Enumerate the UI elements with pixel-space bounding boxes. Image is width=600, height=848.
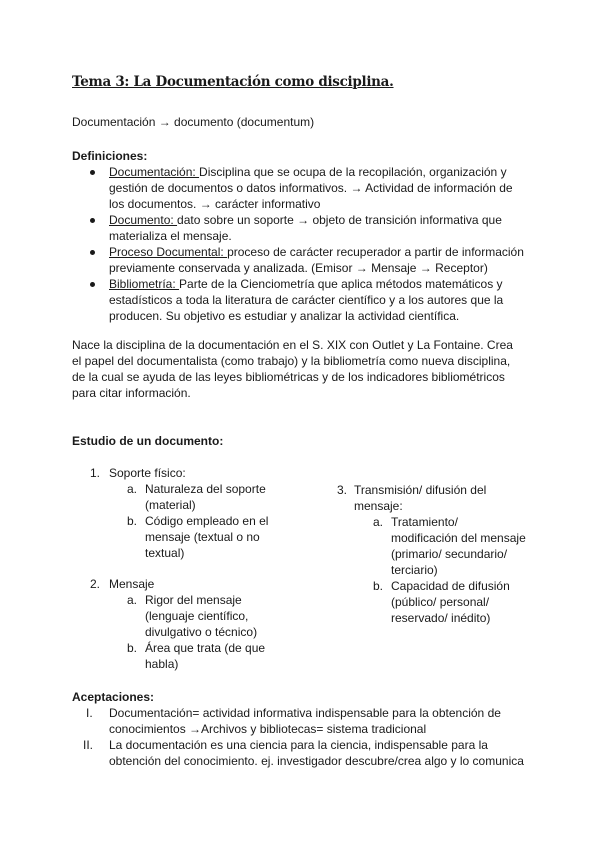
definition-item <box>109 212 502 228</box>
list-item-text: Mensaje <box>109 577 155 591</box>
sublist-item-text: Capacidad de difusión <box>391 579 510 593</box>
definition-text: los documentos. → carácter informativo <box>109 197 321 211</box>
roman-numeral: I. <box>86 706 93 720</box>
definition-term: Proceso Documental: <box>109 245 228 259</box>
definition-text: producen. Su objetivo es estudiar y analizar la actividad científica. <box>109 309 460 323</box>
estudio-heading: Estudio de un documento: <box>72 434 224 448</box>
paragraph-line: para citar información. <box>72 386 191 400</box>
aceptacion-text: La documentación es una ciencia para la ciencia, indispensable para la <box>109 738 488 752</box>
definition-text: Parte de la Cienciometría que aplica métodos matemáticos y <box>179 277 503 291</box>
sublist-item-text: divulgativo o técnico) <box>145 625 258 639</box>
bullet-icon <box>90 250 95 255</box>
definition-term: Documentación: <box>109 165 200 179</box>
sublist-letter: b. <box>127 514 138 528</box>
list-number: 3. <box>337 483 348 497</box>
sublist-item-text: Rigor del mensaje <box>145 593 242 607</box>
sublist-item-text: Tratamiento/ <box>391 515 458 529</box>
definition-text: proceso de carácter recuperador a partir de información <box>227 245 524 259</box>
definition-text: gestión de documentos o datos informativos. → Actividad de información de <box>109 181 513 195</box>
sublist-item-text: Área que trata (de que <box>145 641 266 655</box>
sublist-item-text: (público/ personal/ <box>391 595 490 609</box>
definition-item <box>109 164 507 180</box>
sublist-item-text: Naturaleza del soporte <box>145 482 266 496</box>
list-item-text: Transmisión/ difusión del <box>354 483 487 497</box>
list-item-text: Soporte físico: <box>109 466 186 480</box>
page-title: Tema 3: La Documentación como disciplina. <box>72 74 394 90</box>
sublist-letter: a. <box>127 482 138 496</box>
sublist-item-text: mensaje (textual o no <box>145 530 260 544</box>
sublist-item-text: modificación del mensaje <box>391 531 526 545</box>
aceptacion-text: obtención del conocimiento. ej. investigador descubre/crea algo y lo comunica <box>109 754 524 768</box>
list-number: 2. <box>90 577 101 591</box>
sublist-item-text: (material) <box>145 498 196 512</box>
definition-item <box>109 276 503 292</box>
sublist-letter: b. <box>373 579 384 593</box>
sublist-letter: b. <box>127 641 138 655</box>
definition-term: Bibliometría: <box>109 277 180 291</box>
sublist-item-text: reservado/ inédito) <box>391 611 491 625</box>
sublist-item-text: textual) <box>145 546 185 560</box>
sublist-letter: a. <box>127 593 138 607</box>
bullet-icon <box>90 282 95 287</box>
aceptaciones-heading: Aceptaciones: <box>72 690 155 704</box>
paragraph-line: de la cual se ayuda de las leyes bibliométricas y de los indicadores bibliométricos <box>72 370 505 384</box>
list-number: 1. <box>90 466 101 480</box>
definition-text: previamente conservada y analizada. (Emisor → Mensaje → Receptor) <box>109 261 488 275</box>
definition-item <box>109 244 524 260</box>
intro-line: Documentación → documento (documentum) <box>72 115 315 129</box>
paragraph-line: el papel del documentalista (como trabajo) y la bibliometría como nueva disciplina, <box>72 354 511 368</box>
sublist-item-text: Código empleado en el <box>145 514 269 528</box>
sublist-item-text: terciario) <box>391 563 438 577</box>
paragraph-line: Nace la disciplina de la documentación en el S. XIX con Outlet y La Fontaine. Crea <box>72 338 513 352</box>
bullet-icon <box>90 170 95 175</box>
sublist-item-text: habla) <box>145 657 179 671</box>
definiciones-heading: Definiciones: <box>72 149 148 163</box>
definition-text: dato sobre un soporte → objeto de transición informativa que <box>177 213 502 227</box>
aceptacion-text: conocimientos →Archivos y bibliotecas= sistema tradicional <box>109 722 427 736</box>
list-item-text: mensaje: <box>354 499 403 513</box>
sublist-letter: a. <box>373 515 384 529</box>
bullet-icon <box>90 218 95 223</box>
sublist-item-text: (lenguaje científico, <box>145 609 249 623</box>
aceptacion-text: Documentación= actividad informativa indispensable para la obtención de <box>109 706 501 720</box>
definition-text: estadísticos a toda la literatura de carácter científico y a los autores que la <box>109 293 504 307</box>
sublist-item-text: (primario/ secundario/ <box>391 547 508 561</box>
definition-term: Documento: <box>109 213 178 227</box>
definition-text: materializa el mensaje. <box>109 229 232 243</box>
roman-numeral: II. <box>83 738 94 752</box>
definition-text: Disciplina que se ocupa de la recopilación, organización y <box>199 165 507 179</box>
